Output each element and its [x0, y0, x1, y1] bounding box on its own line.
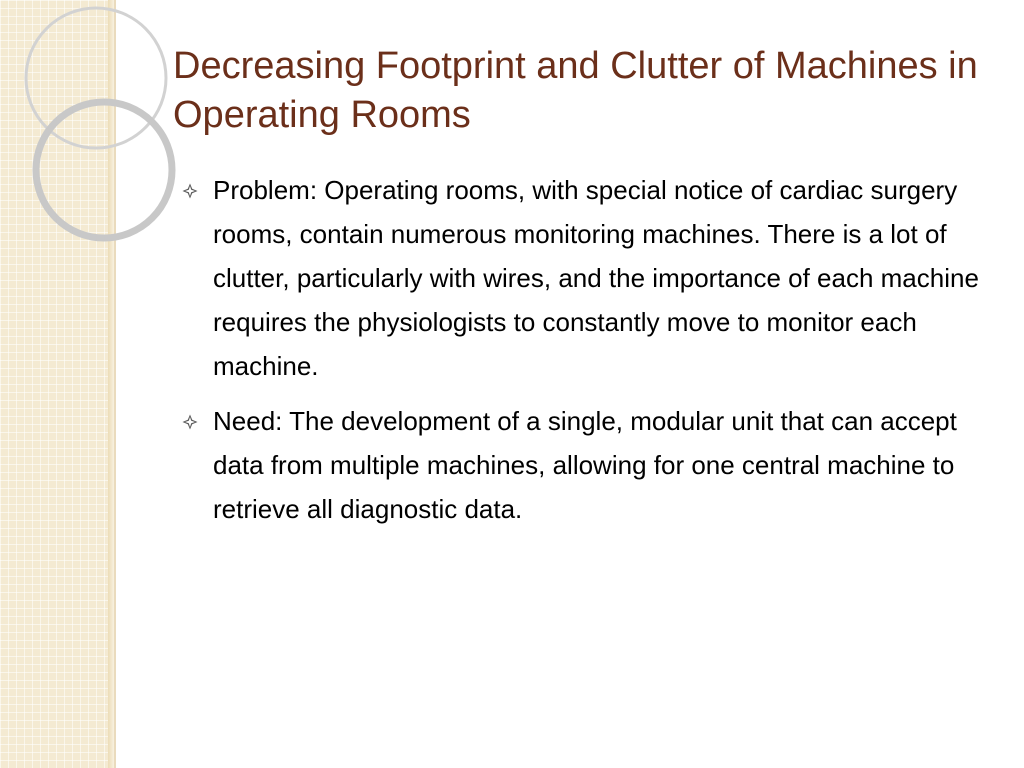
diamond-bullet-icon: [182, 414, 198, 430]
bullet-problem-text: Problem: Operating rooms, with special notice of cardiac surgery rooms, contain numerous monitoring machines. There is a lot of clutter, particularly with wires, and the importance of each machine requires the physiologists to constantly move to monitor each machine.: [213, 175, 979, 381]
bullet-list: [182, 168, 992, 542]
diamond-bullet-icon: [182, 183, 198, 199]
slide-title: Decreasing Footprint and Clutter of Machines in Operating Rooms: [173, 45, 978, 136]
bullet-problem: [182, 168, 992, 388]
decorative-ring-lower: [36, 102, 172, 238]
bullet-need-text: Need: The development of a single, modular unit that can accept data from multiple machines, allowing for one central machine to retrieve all diagnostic data.: [213, 406, 957, 524]
decorative-rings: [0, 0, 200, 260]
bullet-need: [182, 399, 992, 531]
